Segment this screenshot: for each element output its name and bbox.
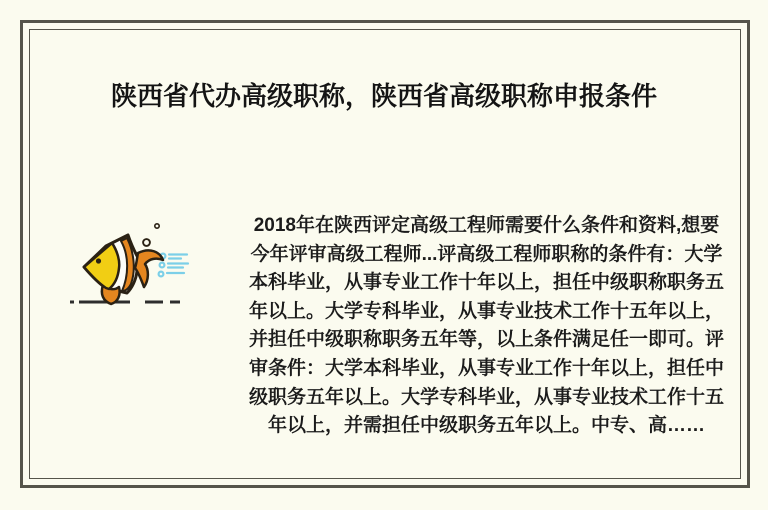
article-line: 今年评审高级工程师...评高级工程师职称的条件有：大学 bbox=[250, 243, 723, 265]
page-title: 陕西省代办高级职称，陕西省高级职称申报条件 bbox=[110, 81, 657, 111]
bubble-icon bbox=[143, 239, 150, 246]
fish-eye bbox=[96, 258, 101, 263]
fish-illustration bbox=[60, 208, 210, 310]
article-line: 年以上，并需担任中级职务五年以上。中专、高…… bbox=[267, 415, 705, 437]
fish-illustration-svg bbox=[60, 208, 210, 310]
bubble-icon bbox=[155, 224, 159, 228]
article-line: 审条件：大学本科毕业，从事专业工作十年以上，担任中 bbox=[248, 357, 724, 379]
article-text bbox=[238, 212, 735, 441]
fish-tail-fin bbox=[135, 250, 163, 287]
article-line: 并担任中级职称职务五年等，以上条件满足任一即可。评 bbox=[248, 329, 724, 351]
article-line: 2018年在陕西评定高级工程师需要什么条件和资料,想要 bbox=[253, 215, 720, 236]
water-streaks-icon bbox=[159, 254, 188, 277]
article-line: 年以上。大学专科毕业，从事专业技术工作十五年以上， bbox=[248, 300, 724, 322]
article-line: 级职务五年以上。大学专科毕业，从事专业技术工作十五 bbox=[248, 386, 724, 408]
article-line: 本科毕业，从事专业工作十年以上，担任中级职称职务五 bbox=[248, 272, 724, 294]
